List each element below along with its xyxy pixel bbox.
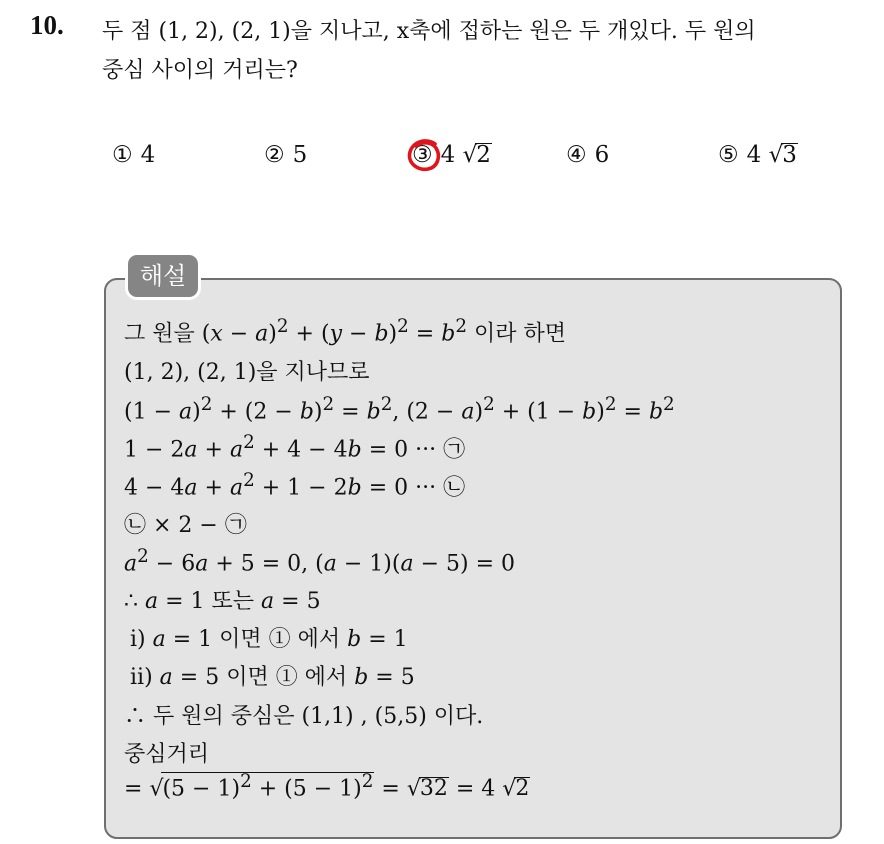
solution-line-2: (1, 2), (2, 1)을 지나므로: [124, 360, 370, 385]
choice-1[interactable]: [112, 142, 155, 168]
solution-line-11: ∴ 두 원의 중심은 (1,1) , (5,5) 이다.: [124, 704, 484, 729]
sqrt-sign-icon: √: [502, 776, 517, 802]
solution-line-10: ⅱ) a = 5 이면 ① 에서 b = 5: [130, 665, 415, 690]
choice-5[interactable]: [718, 142, 798, 168]
solution-line-8: ∴ a = 1 또는 a = 5: [124, 589, 321, 614]
solution-line-5: $4 - 4a + a^2 + 1 - 2b = 0$ ··· ㉡: [124, 470, 466, 501]
choice-3-value: 4: [440, 142, 456, 168]
choice-5-value: 4: [746, 142, 762, 168]
choice-3-number: ③: [412, 142, 433, 168]
choice-4-number: ④: [566, 142, 587, 168]
choice-1-value: 4: [140, 142, 156, 168]
sqrt-sign-icon: √: [768, 142, 784, 168]
solution-line-1: 그 원을 $(x - a)^2 + (y - b)^2 = b^2$ 이라 하면: [124, 316, 566, 347]
question-number: 10.: [30, 10, 64, 40]
choice-3[interactable]: [412, 142, 492, 168]
choice-4-value: 6: [594, 142, 610, 168]
choice-2-value: 5: [292, 142, 308, 168]
solution-line-9: ⅰ) a = 1 이면 ① 에서 b = 1: [130, 627, 408, 652]
solution-line-4: $1 - 2a + a^2 + 4 - 4b = 0$ ··· ㉠: [124, 432, 466, 463]
choice-2[interactable]: [264, 142, 307, 168]
solution-line-12: 중심거리: [124, 742, 210, 767]
solution-line-13: = $√(5 - 1)^2 + (5 - 1)^2 = √32 = 4$ √2: [124, 771, 530, 802]
sqrt-sign-icon: √: [406, 776, 421, 802]
solution-line-6: ㉡ × 2 − ㉠: [124, 513, 247, 538]
choice-5-radicand: 3: [782, 142, 797, 168]
choice-1-number: ①: [112, 142, 133, 168]
sqrt-sign-icon: √: [462, 142, 478, 168]
solution-tab-label: 해설: [128, 255, 198, 297]
choice-4[interactable]: [566, 142, 609, 168]
solution-line-3: $(1 - a)^2 + (2 - b)^2 = b^2$, $(2 - a)^2 + (1 - b)^2 = b^2$: [124, 394, 675, 425]
choice-2-number: ②: [264, 142, 285, 168]
choice-3-radicand: 2: [476, 142, 491, 168]
choice-5-number: ⑤: [718, 142, 739, 168]
question-text-line-1: 두 점 (1, 2), (2, 1)을 지나고, x축에 접하는 원은 두 개있다. 두 원의: [102, 19, 756, 44]
solution-line-7: $a^2 - 6a + 5 = 0$, (a − 1)(a − 5) = 0: [124, 546, 516, 577]
question-text-line-2: 중심 사이의 거리는?: [102, 58, 298, 83]
sqrt-sign-icon: √: [149, 776, 164, 802]
